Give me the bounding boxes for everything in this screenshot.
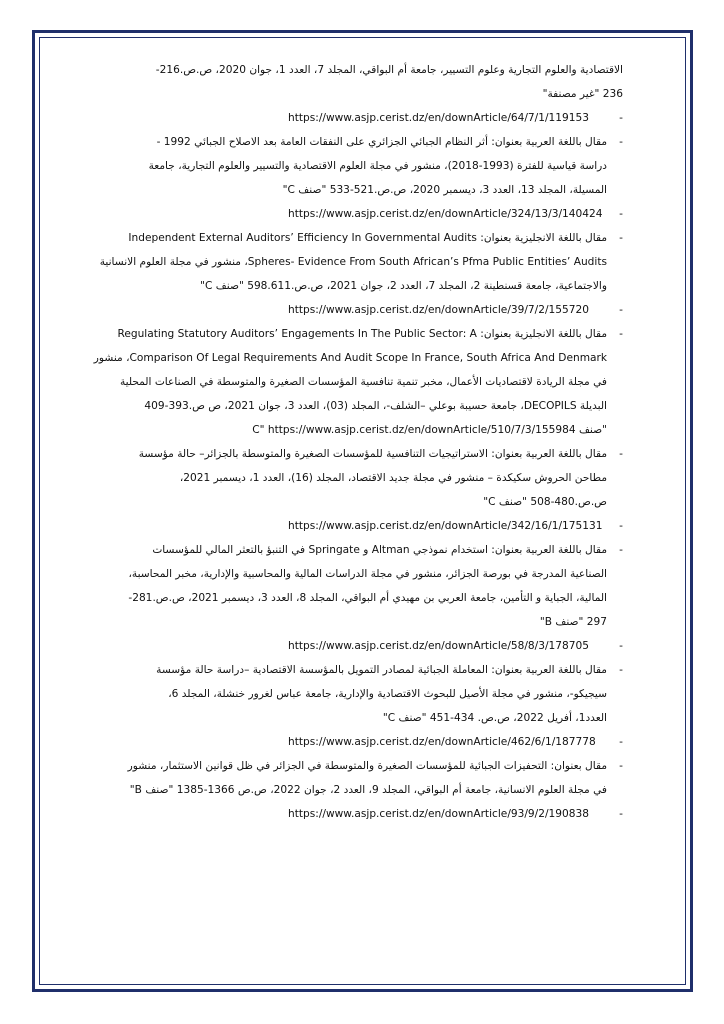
list-bullet: - (619, 664, 623, 676)
bibliography-entry (78, 226, 623, 322)
list-bullet: - (619, 208, 623, 220)
entry-line: الاقتصادية والعلوم التجارية وعلوم التسيير، جامعة أم البواقي، المجلد 7، العدد 1، جوان 2020، ص.ص.216- (155, 64, 623, 76)
list-bullet: - (619, 808, 623, 820)
article-link[interactable]: https://www.asjp.cerist.dz/en/downArticle/39/7/2/155720 (288, 304, 589, 316)
entry-text (78, 442, 623, 514)
bibliography-entry (78, 58, 623, 130)
entry-line: مطاحن الحروش سكيكدة – منشور في مجلة جديد الاقتصاد، المجلد (16)، العدد 1، ديسمبر 2021، (179, 472, 607, 484)
list-bullet: - (619, 328, 623, 340)
list-bullet: - (619, 760, 623, 772)
list-bullet: - (619, 448, 623, 460)
article-link[interactable]: https://www.asjp.cerist.dz/en/downArticle/342/16/1/175131 (288, 520, 603, 532)
entry-line: مقال بعنوان: التحفيزات الجبائية للمؤسسات الصغيرة والمتوسطة في الجزائر في ظل قوانين الاستثمار، منشور (127, 760, 607, 772)
entry-text (78, 226, 623, 298)
entry-line: المالية، الجباية و التأمين، جامعة العربي بن مهيدي أم البواقي، المجلد 8، العدد 3، ديسمبر 2021، ص.ص.281- (128, 592, 607, 604)
entry-url[interactable] (78, 730, 623, 754)
list-bullet: - (619, 232, 623, 244)
article-link[interactable]: https://www.asjp.cerist.dz/en/downArticle/324/13/3/140424 (288, 208, 603, 220)
entry-url[interactable] (78, 802, 623, 826)
entry-line: مقال باللغة الانجليزية بعنوان: Regulating Statutory Auditors’ Engagements In The Public Sector: A (117, 328, 607, 340)
entry-url[interactable] (78, 202, 623, 226)
bibliography-entry (78, 658, 623, 754)
bibliography-entry (78, 442, 623, 538)
list-bullet: - (619, 544, 623, 556)
entry-line: سيجيكو-، منشور في مجلة الأصيل للبحوث الاقتصادية والإدارية، جامعة عباس لغرور خنشلة، المجلد 6، (168, 688, 607, 700)
list-bullet: - (619, 520, 623, 532)
entry-line: 236 "غير مصنفة" (542, 88, 623, 100)
entry-url[interactable] (78, 106, 623, 130)
bibliography-entry (78, 130, 623, 226)
entry-line: المسيلة، المجلد 13، العدد 3، ديسمبر 2020، ص.ص.521-533 "صنف C" (282, 184, 607, 196)
entry-text (78, 754, 623, 802)
list-bullet: - (619, 640, 623, 652)
article-link[interactable]: https://www.asjp.cerist.dz/en/downArticle/93/9/2/190838 (288, 808, 589, 820)
entry-line: "صنف C" https://www.asjp.cerist.dz/en/downArticle/510/7/3/155984 (252, 424, 607, 436)
bibliography-entry (78, 322, 623, 442)
entry-line: مقال باللغة العربية بعنوان: أثر النظام الجبائي الجزائري على النفقات العامة بعد الاصلاح الجبائي 1992 - (156, 136, 607, 148)
entry-line: العدد1، أفريل 2022، ص.ص. 434-451 "صنف C" (382, 712, 607, 724)
entry-line: دراسة قياسية للفترة (1993-2018)، منشور في مجلة العلوم الاقتصادية والتسيير والعلوم التجارية، جامعة (148, 160, 607, 172)
bibliography-entry (78, 538, 623, 658)
entry-text (78, 58, 623, 106)
list-bullet: - (619, 136, 623, 148)
entry-line: Spheres- Evidence From South African’s Pfma Public Entities’ Audits، منشور في مجلة العلوم الانسانية (99, 256, 607, 268)
entry-line: Comparison Of Legal Requirements And Audit Scope In France, South Africa And Denmark، منشور (93, 352, 607, 364)
bibliography-entry (78, 754, 623, 826)
article-link[interactable]: https://www.asjp.cerist.dz/en/downArticle/462/6/1/187778 (288, 736, 596, 748)
entry-line: مقال باللغة الانجليزية بعنوان: Independent External Auditors’ Efficiency In Governmental Audits (128, 232, 607, 244)
entry-line: مقال باللغة العربية بعنوان: استخدام نموذجي Altman و Springate في التنبؤ بالتعثر المالي للمؤسسات (152, 544, 607, 556)
entry-text (78, 658, 623, 730)
entry-line: مقال باللغة العربية بعنوان: الاستراتيجيات التنافسية للمؤسسات الصغيرة والمتوسطة بالجزائر– حالة مؤسسة (138, 448, 607, 460)
entry-text (78, 130, 623, 202)
entry-line: 297 "صنف B" (539, 616, 607, 628)
entry-line: البديلة DECOPILS، جامعة حسيبة بوعلي –الشلف-، المجلد (03)، العدد 3، جوان 2021، ص ص.393-409 (144, 400, 607, 412)
entry-line: مقال باللغة العربية بعنوان: المعاملة الجبائية لمصادر التمويل بالمؤسسة الاقتصادية –دراسة حالة مؤسسة (156, 664, 607, 676)
list-bullet: - (619, 304, 623, 316)
entry-line: الصناعية المدرجة في بورصة الجزائر، منشور في مجلة الدراسات المالية والمحاسبية والإدارية، مخبر المحاسبة، (128, 568, 607, 580)
bibliography-list (78, 58, 623, 826)
article-link[interactable]: https://www.asjp.cerist.dz/en/downArticle/64/7/1/119153 (288, 112, 589, 124)
entry-text (78, 538, 623, 634)
entry-url[interactable] (78, 514, 623, 538)
list-bullet: - (619, 736, 623, 748)
entry-line: في مجلة الريادة لاقتصاديات الأعمال، مخبر تنمية تنافسية المؤسسات الصغيرة والمتوسطة في الصناعات المحلية (119, 376, 607, 388)
entry-line: ص.ص.480-508 "صنف C" (483, 496, 607, 508)
list-bullet: - (619, 112, 623, 124)
entry-url[interactable] (78, 298, 623, 322)
entry-text (78, 322, 623, 442)
article-link[interactable]: https://www.asjp.cerist.dz/en/downArticle/58/8/3/178705 (288, 640, 589, 652)
entry-line: في مجلة العلوم الانسانية، جامعة أم البواقي، المجلد 9، العدد 2، جوان 2022، ص.ص 1366-1385 "صنف B" (129, 784, 607, 796)
entry-line: والاجتماعية، جامعة قسنطينة 2، المجلد 7، العدد 2، جوان 2021، ص.ص.598.611 "صنف C" (200, 280, 607, 292)
entry-url[interactable] (78, 634, 623, 658)
